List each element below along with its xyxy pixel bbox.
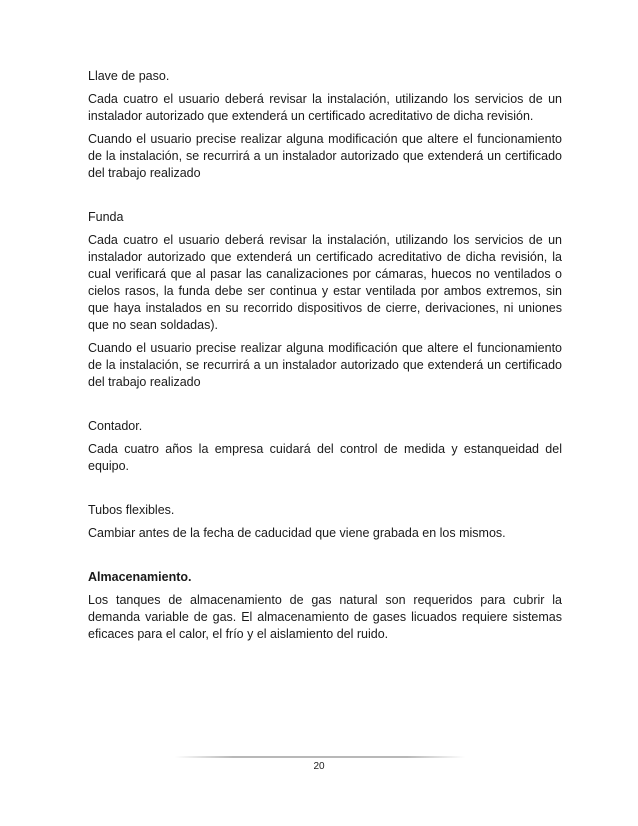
paragraph: Cambiar antes de la fecha de caducidad que viene grabada en los mismos. [88, 526, 506, 540]
paragraph: Cuando el usuario precise realizar alguna modificación que altere el funcionamiento de la instalación, se recurrirá a un instalador autorizado que extenderá un certificado del trabajo realizado [88, 132, 562, 180]
paragraph: Cada cuatro el usuario deberá revisar la instalación, utilizando los servicios de un instalador autorizado que extenderá un certificado acreditativo de dicha revisión. [88, 92, 562, 123]
paragraph: Cuando el usuario precise realizar alguna modificación que altere el funcionamiento de la instalación, se recurrirá a un instalador autorizado que extenderá un certificado del trabajo realizado [88, 341, 562, 389]
section-almacenamiento [88, 569, 562, 643]
section-heading: Funda [88, 210, 124, 224]
paragraph: Los tanques de almacenamiento de gas natural son requeridos para cubrir la demanda variable de gas. El almacenamiento de gases licuados requiere sistemas eficaces para el calor, el frío y el aislamiento del ruido. [88, 593, 562, 641]
section-tubos-flexibles [88, 502, 562, 542]
section-heading: Almacenamiento. [88, 570, 192, 584]
section-heading: Contador. [88, 419, 143, 433]
section-heading: Llave de paso. [88, 69, 170, 83]
spacer [88, 188, 562, 209]
spacer [88, 481, 562, 502]
footer-divider [175, 756, 465, 758]
spacer [88, 548, 562, 569]
paragraph: Cada cuatro el usuario deberá revisar la instalación, utilizando los servicios de un instalador autorizado que extenderá un certificado acreditativo de dicha revisión, la cual verificará que al pasar las canalizaciones por cámaras, huecos no ventilados o cielos rasos, la funda debe ser continua y estar ventilada por ambos extremos, sin que haya instalados en su recorrido dispositivos de cierre, derivaciones, ni uniones que no sean soldadas). [88, 233, 562, 332]
page-number: 20 [313, 761, 325, 772]
section-llave-de-paso [88, 68, 562, 182]
section-funda [88, 209, 562, 391]
spacer [88, 397, 562, 418]
paragraph: Cada cuatro años la empresa cuidará del control de medida y estanqueidad del equipo. [88, 442, 562, 473]
document-body [88, 68, 562, 649]
section-heading: Tubos flexibles. [88, 503, 175, 517]
section-contador [88, 418, 562, 475]
